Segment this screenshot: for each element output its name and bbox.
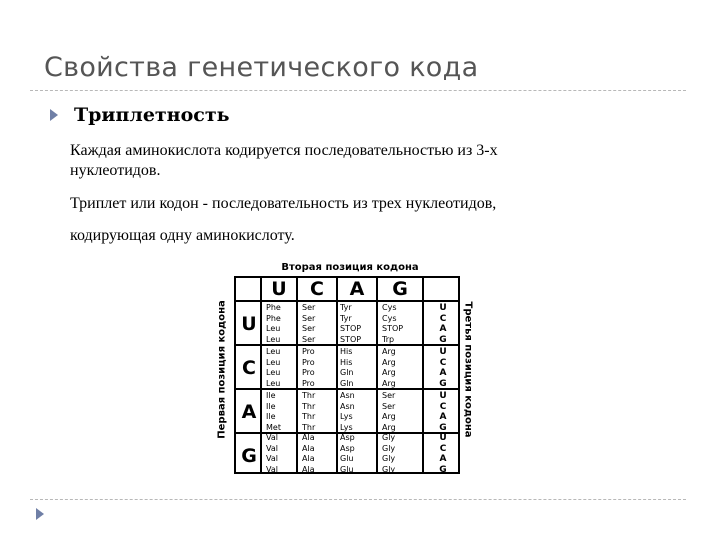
paragraph-line: нуклеотидов.: [70, 162, 161, 179]
codon-cell: Asp Asp Glu Glu: [340, 433, 355, 474]
second-base-u: U: [271, 278, 287, 300]
codon-cell: His His Gln Gln: [340, 347, 354, 388]
paragraph-line: Каждая аминокислота кодируется последовательностью из 3-х: [70, 142, 498, 159]
codon-cell: Val Val Val Val: [266, 433, 278, 474]
grid-line: [376, 278, 378, 472]
footer-divider: [30, 499, 686, 500]
paragraph-codon-line: кодирующая одну аминокислоту.: [70, 227, 295, 244]
codon-cell: Gly Gly Gly Gly: [382, 433, 396, 474]
corner-arrow-icon: [36, 508, 44, 520]
codon-cell: Tyr Tyr STOP STOP: [340, 303, 362, 344]
codon-cell: Leu Leu Leu Leu: [266, 347, 281, 388]
third-bases: U C A G: [439, 347, 447, 389]
codon-cell: Arg Arg Arg Arg: [382, 347, 396, 388]
paragraph-codon-line: Триплет или кодон - последовательность из трех нуклеотидов,: [70, 195, 497, 212]
second-base-c: C: [310, 278, 324, 300]
codon-cell: Ile Ile Ile Met: [266, 391, 281, 432]
first-base-u: U: [241, 313, 257, 335]
codon-cell: Cys Cys STOP Trp: [382, 303, 404, 344]
codon-cell: Asn Asn Lys Lys: [340, 391, 355, 432]
codon-grid: [234, 276, 460, 474]
bullet-heading: Триплетность: [74, 104, 230, 126]
second-base-a: A: [349, 278, 365, 300]
codon-cell: Ala Ala Ala Ala: [302, 433, 315, 474]
third-bases: U C A G: [439, 303, 447, 345]
first-position-label: Первая позиция кодона: [216, 300, 228, 439]
title-divider: [30, 90, 686, 91]
codon-cell: Ser Ser Arg Arg: [382, 391, 396, 432]
first-base-c: C: [242, 357, 256, 379]
third-bases: U C A G: [439, 391, 447, 433]
grid-line: [236, 300, 458, 302]
bullet-arrow-icon: [50, 109, 58, 121]
codon-cell: Ser Ser Ser Ser: [302, 303, 316, 344]
second-base-g: G: [392, 278, 408, 300]
slide-title: Свойства генетического кода: [44, 52, 479, 83]
codon-cell: Pro Pro Pro Pro: [302, 347, 315, 388]
third-bases: U C A G: [439, 433, 447, 475]
codon-cell: Phe Phe Leu Leu: [266, 303, 281, 344]
first-base-g: G: [241, 445, 257, 467]
paragraph-definition: [70, 141, 498, 181]
codon-table-figure: [212, 262, 476, 478]
first-base-a: A: [241, 401, 257, 423]
codon-cell: Thr Thr Thr Thr: [302, 391, 316, 432]
grid-line: [422, 278, 424, 472]
second-position-label: Вторая позиция кодона: [281, 262, 419, 273]
third-position-label: Третья позиция кодона: [462, 301, 474, 438]
